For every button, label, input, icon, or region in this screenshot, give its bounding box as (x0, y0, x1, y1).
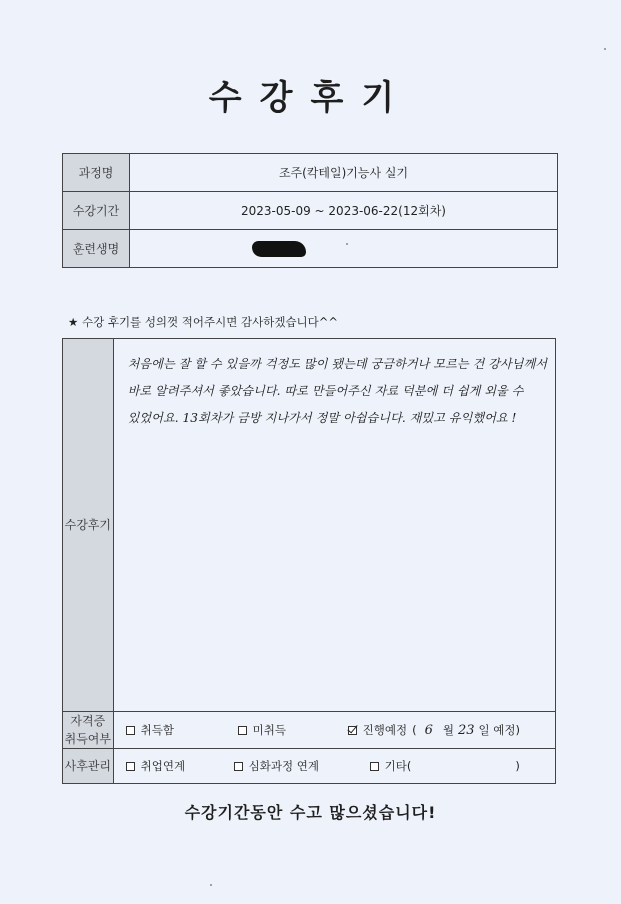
notice-text: ★ 수강 후기를 성의껏 적어주시면 감사하겠습니다^^ (68, 315, 339, 329)
trainee-value (130, 230, 558, 268)
review-label: 수강후기 (63, 339, 114, 712)
scan-speck (210, 884, 212, 886)
option-job-label: 취업연계 (140, 759, 186, 773)
review-line: 바로 알려주셔서 좋았습니다. 따로 만들어주신 자료 덕분에 더 쉽게 외울 수 (127, 384, 524, 398)
checkbox-in-progress[interactable] (348, 726, 357, 735)
checkbox-advanced[interactable] (234, 762, 243, 771)
redacted-name-mark (252, 241, 306, 257)
checkbox-acquired[interactable] (126, 726, 135, 735)
option-advanced-label: 심화과정 연계 (248, 759, 319, 773)
period-label: 수강기간 (63, 192, 130, 230)
aftercare-label: 사후관리 (63, 749, 114, 784)
option-not-acquired-label: 미취득 (252, 723, 286, 737)
period-row (63, 192, 558, 230)
certificate-label (63, 712, 114, 749)
course-row (63, 154, 558, 192)
checkbox-other[interactable] (370, 762, 379, 771)
month-value: 6 (424, 722, 433, 738)
scan-speck (346, 243, 348, 245)
trainee-row (63, 230, 558, 268)
review-line: 처음에는 잘 할 수 있을까 걱정도 많이 됐는데 궁금하거나 모르는 건 강사님께서 (127, 357, 547, 371)
period-value: 2023-05-09 ~ 2023-06-22(12회차) (130, 192, 558, 230)
other-close: ) (515, 759, 520, 773)
aftercare-row (63, 749, 556, 784)
option-job[interactable] (126, 758, 234, 774)
option-acquired-label: 취득함 (140, 723, 174, 737)
option-other[interactable] (370, 758, 520, 774)
scan-speck (604, 48, 606, 50)
review-line: 있었어요. 13회차가 금방 지나가서 정말 아쉽습니다. 재밌고 유익했어요 ! (127, 411, 517, 425)
option-other-label: 기타( (384, 759, 412, 773)
review-body (113, 339, 555, 712)
certificate-label-line1: 자격증 (70, 714, 106, 728)
checkbox-not-acquired[interactable] (238, 726, 247, 735)
checkbox-job[interactable] (126, 762, 135, 771)
day-value: 23 (457, 722, 475, 738)
certificate-label-line2: 취득여부 (64, 732, 111, 746)
closing-message: 수강기간동안 수고 많으셨습니다! (184, 803, 437, 822)
review-table (62, 338, 556, 784)
paren-open: ( (412, 723, 417, 737)
trainee-label: 훈련생명 (63, 230, 130, 268)
course-label: 과정명 (63, 154, 130, 192)
review-row (63, 339, 556, 712)
certificate-options (113, 712, 555, 749)
page-title: 수강후기 (208, 78, 413, 118)
aftercare-options (113, 749, 555, 784)
option-in-progress[interactable] (348, 722, 520, 738)
option-not-acquired[interactable] (238, 722, 348, 738)
course-value: 조주(칵테일)기능사 실기 (130, 154, 558, 192)
option-advanced[interactable] (234, 758, 370, 774)
certificate-row (63, 712, 556, 749)
course-info-table (62, 153, 558, 268)
option-in-progress-label: 진행예정 (362, 723, 408, 737)
handwritten-review (114, 339, 555, 432)
day-unit: 일 예정) (478, 723, 520, 737)
option-acquired[interactable] (126, 722, 238, 738)
month-unit: 월 (442, 723, 454, 737)
